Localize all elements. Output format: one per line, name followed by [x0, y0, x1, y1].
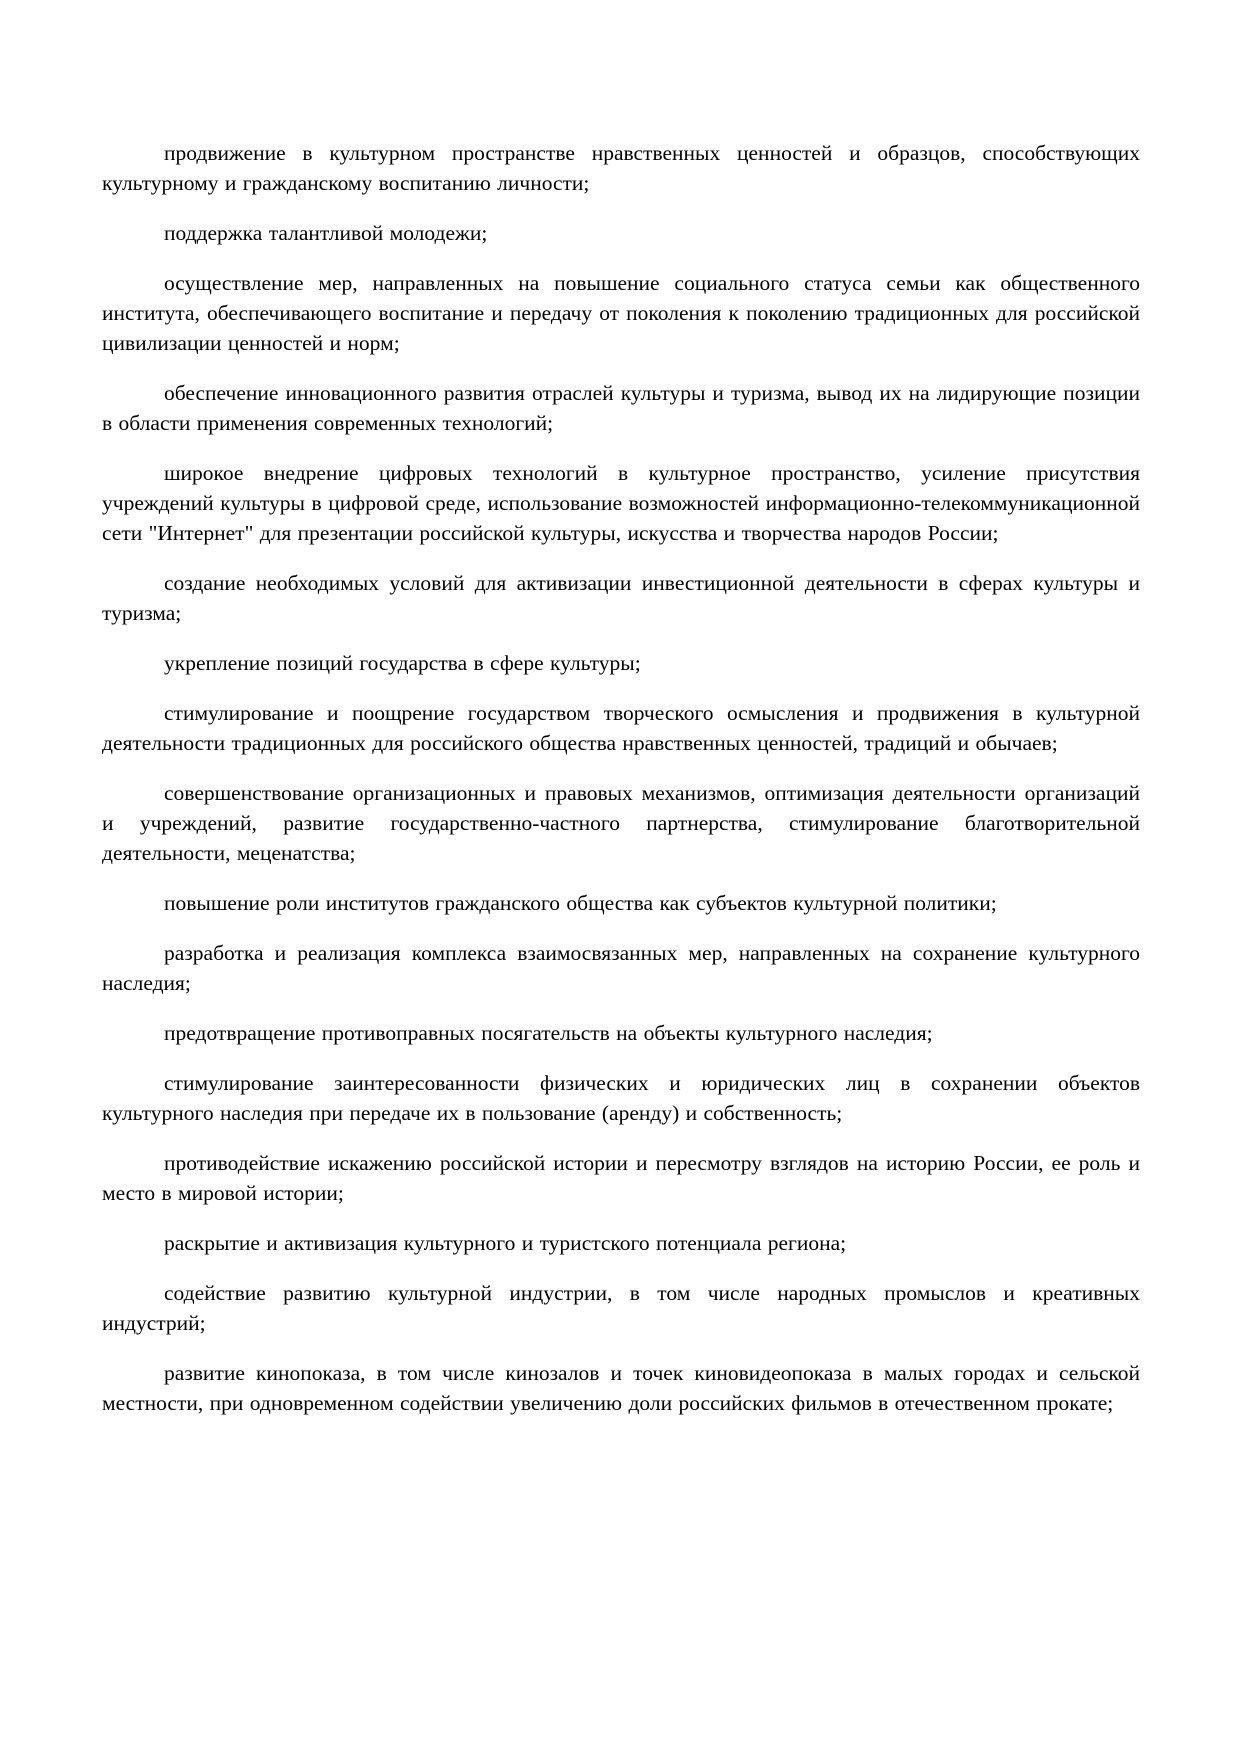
paragraph: противодействие искажению российской истории и пересмотру взглядов на историю России, ее роль и место в мировой истории; [102, 1151, 1140, 1205]
paragraph: содействие развитию культурной индустрии, в том числе народных промыслов и креативных индустрий; [102, 1281, 1140, 1335]
paragraph: укрепление позиций государства в сфере культуры; [164, 651, 641, 675]
paragraph: поддержка талантливой молодежи; [164, 221, 488, 245]
paragraph: повышение роли институтов гражданского общества как субъектов культурной политики; [164, 891, 997, 915]
paragraph: обеспечение инновационного развития отраслей культуры и туризма, вывод их на лидирующие позиции в области применения современных технологий; [102, 381, 1140, 435]
paragraph: стимулирование заинтересованности физических и юридических лиц в сохранении объектов культурного наследия при передаче их в пользование (аренду) и собственность; [102, 1071, 1140, 1125]
paragraph: стимулирование и поощрение государством творческого осмысления и продвижения в культурной деятельности традиционных для российского общества нравственных ценностей, традиций и обычаев; [102, 701, 1140, 755]
paragraph: продвижение в культурном пространстве нравственных ценностей и образцов, способствующих культурному и гражданскому воспитанию личности; [102, 141, 1140, 195]
paragraph: раскрытие и активизация культурного и туристского потенциала региона; [164, 1231, 847, 1255]
paragraph: широкое внедрение цифровых технологий в культурное пространство, усиление присутствия учреждений культуры в цифровой среде, использование возможностей информационно-телекоммуникационной сети "Интернет" для презентации российской культуры, искусства и творчества народов России; [102, 461, 1140, 545]
paragraph: создание необходимых условий для активизации инвестиционной деятельности в сферах культуры и туризма; [102, 571, 1140, 625]
paragraph: разработка и реализация комплекса взаимосвязанных мер, направленных на сохранение культурного наследия; [102, 941, 1140, 995]
paragraph: развитие кинопоказа, в том числе кинозалов и точек киновидеопоказа в малых городах и сельской местности, при одновременном содействии увеличению доли российских фильмов в отечественном прокате; [102, 1361, 1140, 1415]
paragraph: совершенствование организационных и правовых механизмов, оптимизация деятельности организаций и учреждений, развитие государственно-частного партнерства, стимулирование благотворительной деятельности, меценатства; [102, 781, 1140, 865]
paragraph: предотвращение противоправных посягательств на объекты культурного наследия; [164, 1021, 933, 1045]
paragraph: осуществление мер, направленных на повышение социального статуса семьи как общественного института, обеспечивающего воспитание и передачу от поколения к поколению традиционных для российской цивилизации ценностей и норм; [102, 271, 1140, 355]
